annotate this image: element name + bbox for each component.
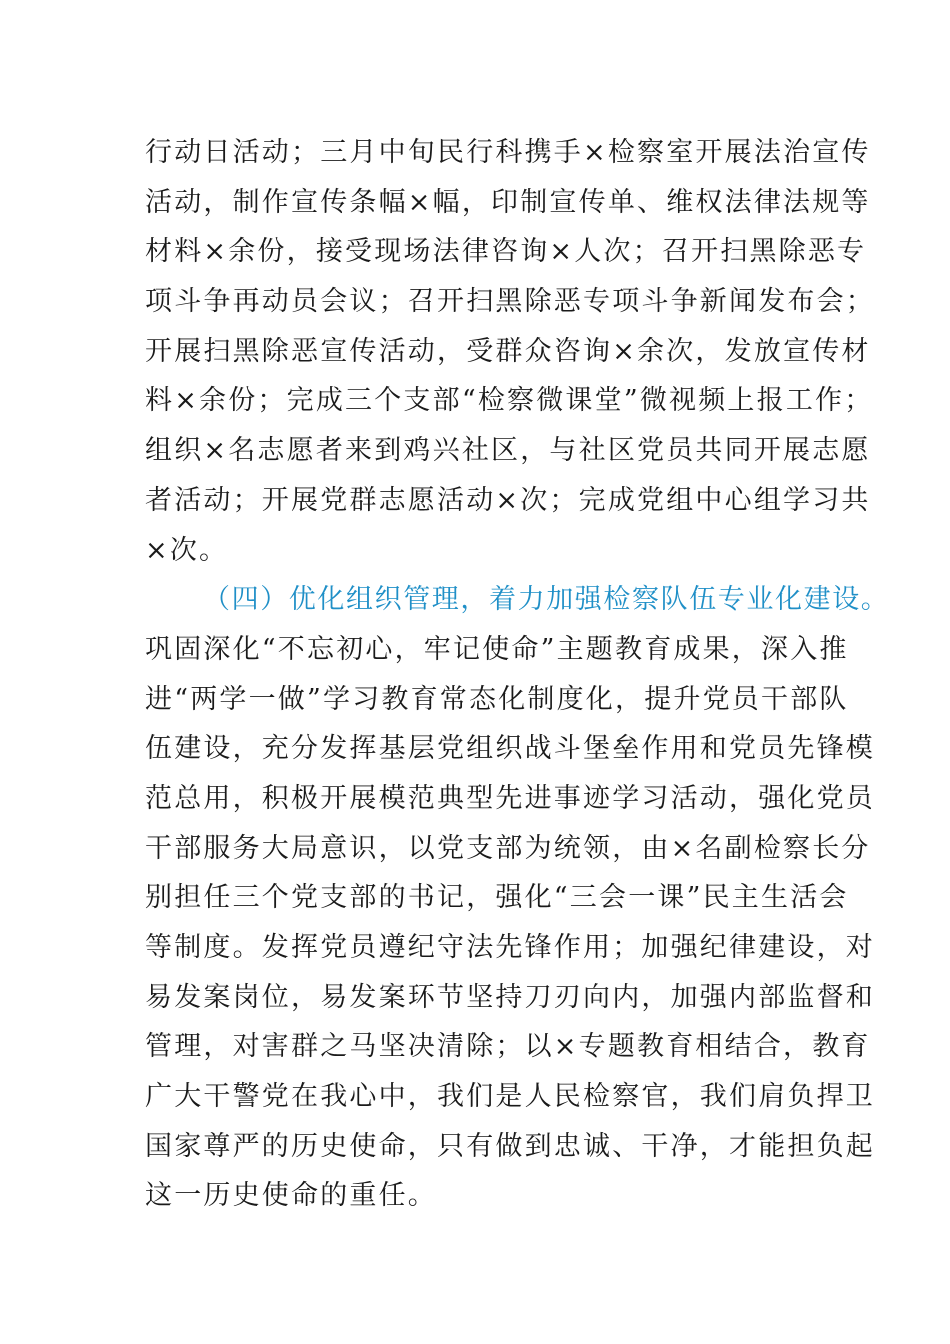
paragraph-line: 组织×名志愿者来到鸡兴社区，与社区党员共同开展志愿	[145, 435, 871, 467]
paragraph-line: 材料×余份，接受现场法律咨询×人次；召开扫黑除恶专	[145, 236, 867, 268]
paragraph-line: 范总用，积极开展模范典型先进事迹学习活动，强化党员	[145, 782, 875, 814]
paragraph-line: 行动日活动；三月中旬民行科携手×检察室开展法治宣传	[145, 137, 871, 168]
paragraph-line: 干部服务大局意识，以党支部为统领，由×名副检察长分	[145, 832, 871, 864]
paragraph-line: 进“两学一做”学习教育常态化制度化，提升党员干部队	[145, 683, 849, 715]
paragraph-line: 国家尊严的历史使命，只有做到忠诚、干净，才能担负起	[145, 1130, 875, 1162]
section-heading: （四）优化组织管理，着力加强检察队伍专业化建设。	[203, 584, 890, 616]
paragraph-2	[145, 625, 875, 1221]
paragraph-line: 易发案岗位，易发案环节坚持刀刃向内，加强内部监督和	[145, 981, 875, 1013]
paragraph-line: 料×余份；完成三个支部“检察微课堂”微视频上报工作；	[145, 385, 874, 417]
paragraph-line: 广大干警党在我心中，我们是人民检察官，我们肩负捍卫	[145, 1081, 875, 1113]
document-body	[145, 128, 890, 1221]
paragraph-1	[145, 128, 875, 575]
paragraph-line: 等制度。发挥党员遵纪守法先锋作用；加强纪律建设，对	[145, 932, 875, 963]
paragraph-line: ×次。	[145, 534, 229, 566]
paragraph-line: 项斗争再动员会议；召开扫黑除恶专项斗争新闻发布会；	[145, 286, 875, 318]
paragraph-line: 伍建设，充分发挥基层党组织战斗堡垒作用和党员先锋模	[145, 733, 875, 765]
paragraph-line: 者活动；开展党群志愿活动×次；完成党组中心组学习共	[145, 484, 871, 516]
paragraph-line: 巩固深化“不忘初心，牢记使命”主题教育成果，深入推	[145, 633, 849, 665]
paragraph-line: 别担任三个党支部的书记，强化“三会一课”民主生活会	[145, 882, 849, 914]
paragraph-line: 管理，对害群之马坚决清除；以×专题教育相结合，教育	[145, 1031, 871, 1063]
paragraph-line: 活动，制作宣传条幅×幅，印制宣传单、维权法律法规等	[145, 186, 871, 218]
paragraph-line: 这一历史使命的重任。	[145, 1180, 437, 1212]
paragraph-line: 开展扫黑除恶宣传活动，受群众咨询×余次，发放宣传材	[145, 335, 871, 367]
